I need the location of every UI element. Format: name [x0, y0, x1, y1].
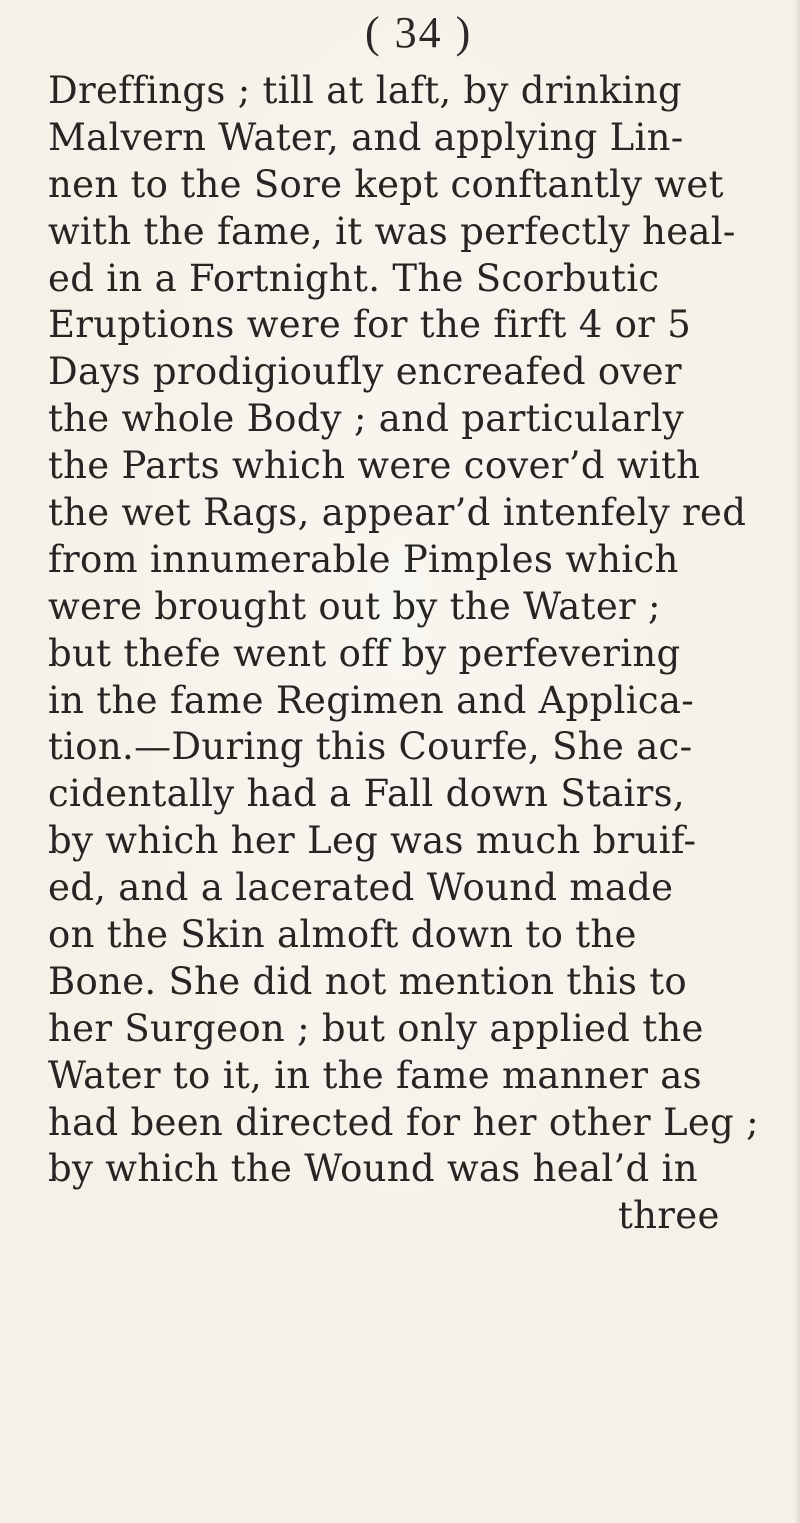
page-number: ( 34 ) — [365, 8, 473, 57]
text-line: with the fame, it was perfectly heal- — [48, 209, 736, 253]
text-line: Eruptions were for the firft 4 or 5 — [48, 303, 692, 347]
text-line: Dreffings ; till at laft, by drinking — [48, 69, 683, 112]
text-line: nen to the Sore kept conftantly wet — [48, 162, 724, 206]
catchword: three — [618, 1194, 720, 1238]
text-line: were brought out by the Water ; — [48, 584, 661, 628]
text-line: on the Skin almoft down to the — [48, 913, 637, 957]
text-line: ed in a Fortnight. The Scorbutic — [48, 256, 660, 300]
text-line: by which her Leg was much bruif- — [48, 819, 697, 863]
text-line: from innumerable Pimples which — [48, 537, 679, 581]
page-body-text — [48, 68, 792, 1240]
text-line: her Surgeon ; but only applied the — [48, 1006, 704, 1050]
text-line: tion.—During this Courfe, She ac- — [48, 725, 693, 769]
text-line: Days prodigioufly encreafed over — [48, 350, 682, 394]
text-line: Malvern Water, and applying Lin- — [48, 115, 684, 159]
text-line: but thefe went off by perfevering — [48, 631, 681, 675]
text-line: the wet Rags, appear’d intenfely red — [48, 491, 747, 535]
text-line: the whole Body ; and particularly — [48, 397, 684, 441]
text-line: ed, and a lacerated Wound made — [48, 866, 674, 910]
page-edge-shadow — [794, 0, 800, 1523]
text-line: by which the Wound was heal’d in — [48, 1147, 698, 1191]
text-line: had been directed for her other Leg ; — [48, 1100, 759, 1144]
text-line: in the fame Regimen and Applica- — [48, 678, 695, 722]
text-line: the Parts which were cover’d with — [48, 444, 701, 488]
text-line: Bone. She did not mention this to — [48, 959, 687, 1003]
text-line: cidentally had a Fall down Stairs, — [48, 772, 685, 816]
text-line: Water to it, in the fame manner as — [48, 1053, 702, 1097]
